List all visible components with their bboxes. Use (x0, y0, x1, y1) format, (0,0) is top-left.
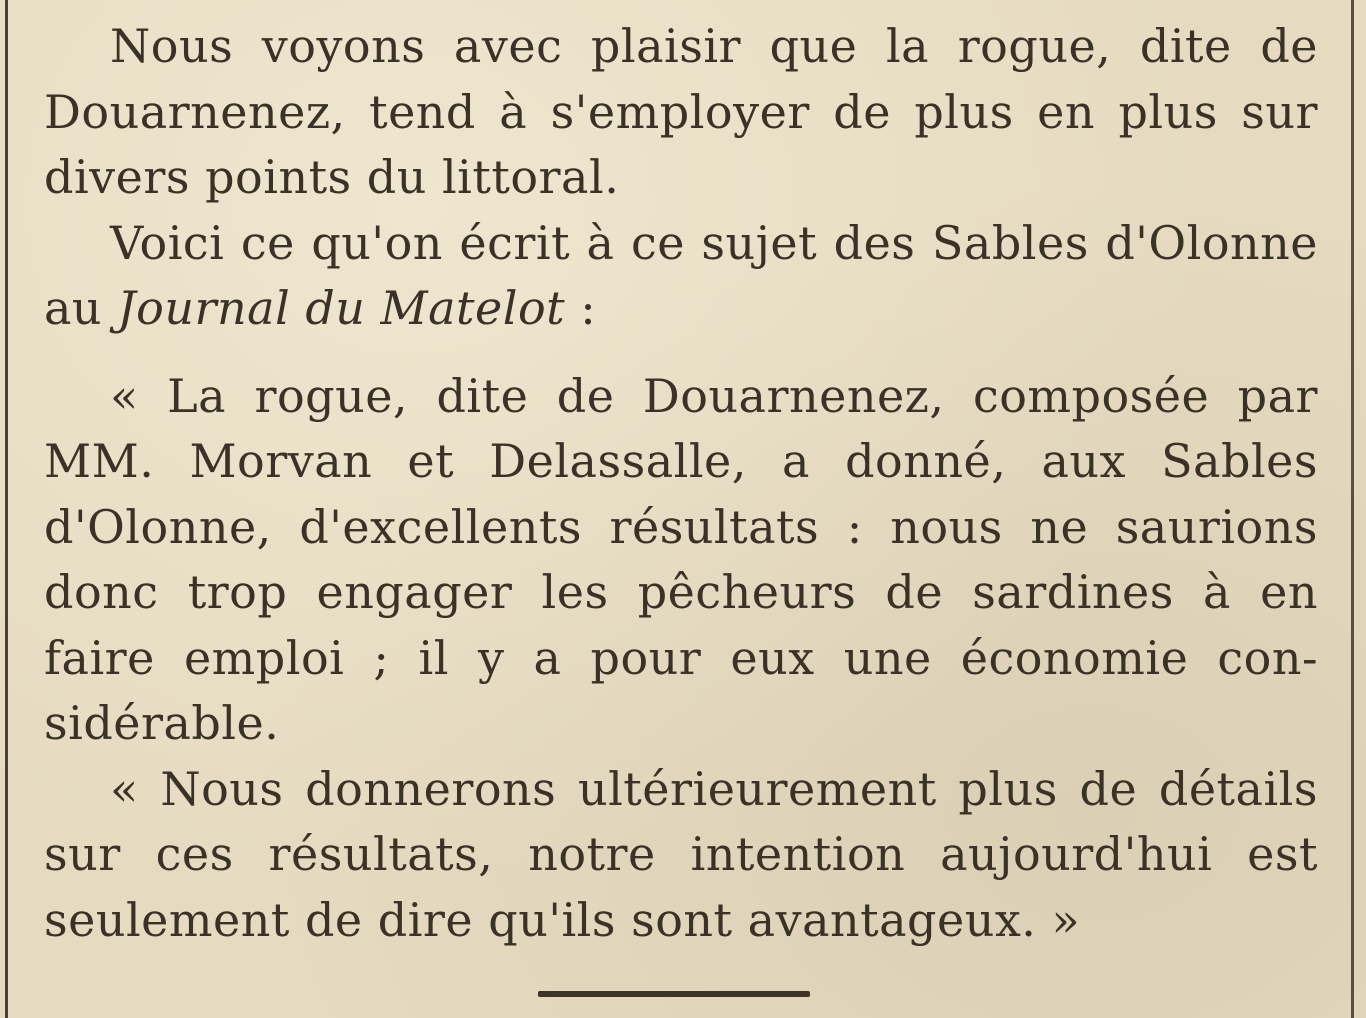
paragraph-gap (44, 342, 1318, 364)
column-rule-left (5, 0, 8, 1018)
text-line: donc trop engager les pêcheurs de sardines à en (44, 565, 1318, 619)
text-line: faire emploi ; il y a pour eux une économie con- (44, 630, 1318, 685)
text-fragment: au (44, 281, 118, 335)
text-line: Voici ce qu'on écrit à ce sujet des Sables d'Olonne (110, 215, 1318, 270)
journal-title: Journal du Matelot (117, 281, 566, 335)
article-end-rule (538, 991, 810, 997)
text-line: Nous voyons avec plaisir que la rogue, dite de (110, 19, 1318, 73)
text-line: sidérable. (44, 696, 280, 750)
text-line: sur ces résultats, notre intention aujourd'hui est (44, 827, 1318, 881)
article-column (44, 14, 1318, 953)
text-line: « La rogue, dite de Douarnenez, composée par (110, 368, 1318, 423)
text-line (44, 276, 1318, 342)
text-fragment: : (565, 281, 597, 335)
column-rule-right (1351, 0, 1354, 1018)
text-line: divers points du littoral. (44, 150, 620, 204)
text-line: seulement de dire qu'ils sont avantageux. » (44, 892, 1081, 947)
text-line: d'Olonne, d'excellents résultats : nous ne saurions (44, 499, 1318, 554)
text-line: Douarnenez, tend à s'employer de plus en plus sur (44, 84, 1318, 139)
text-line: « Nous donnerons ultérieurement plus de détails (110, 761, 1318, 816)
text-line: MM. Morvan et Delassalle, a donné, aux Sables (44, 434, 1318, 488)
